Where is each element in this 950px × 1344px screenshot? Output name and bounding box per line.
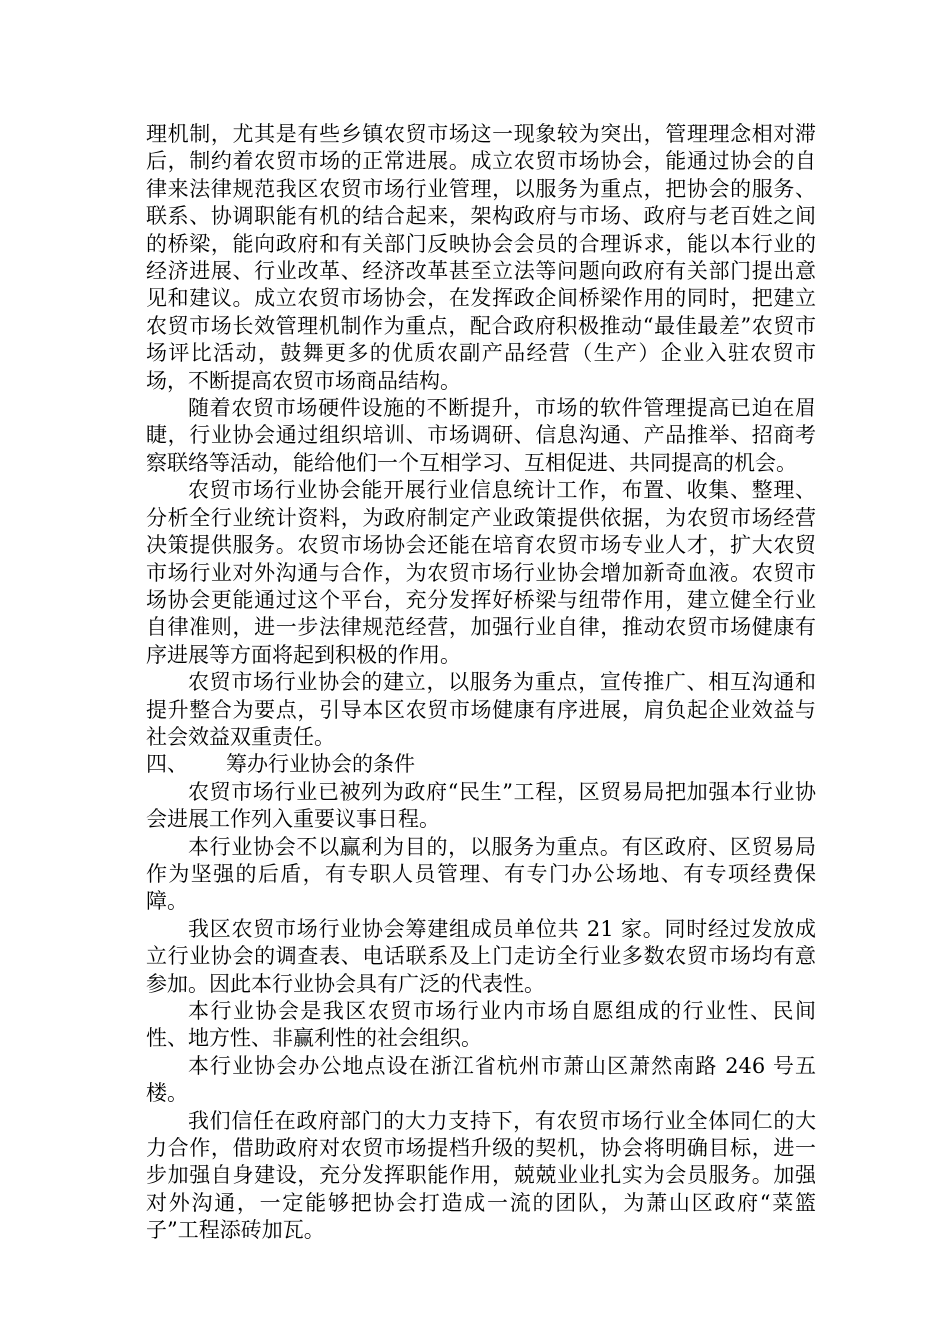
paragraph: 农贸市场行业已被列为政府“民生”工程，区贸易局把加强本行业协会进展工作列入重要议事日程。: [146, 779, 816, 832]
paragraph: 我们信任在政府部门的大力支持下，有农贸市场行业全体同仁的大力合作，借助政府对农贸市场提档升级的契机，协会将明确目标，进一步加强自身建设，充分发挥职能作用，兢兢业业扎实为会员服务。加强对外沟通，一定能够把协会打造成一流的团队，为萧山区政府“菜篮子”工程添砖加瓦。: [146, 1108, 816, 1243]
document-body: [146, 121, 816, 1245]
paragraph: 本行业协会不以赢利为目的，以服务为重点。有区政府、区贸易局作为坚强的后盾，有专职人员管理、有专门办公场地、有专项经费保障。: [146, 834, 816, 914]
paragraph: 本行业协会办公地点设在浙江省杭州市萧山区萧然南路 246 号五楼。: [146, 1053, 816, 1106]
section-number: 四、: [146, 752, 188, 777]
section-title: 筹办行业协会的条件: [226, 752, 415, 777]
paragraph: 我区农贸市场行业协会筹建组成员单位共 21 家。同时经过发放成立行业协会的调查表、电话联系及上门走访全行业多数农贸市场均有意参加。因此本行业协会具有广泛的代表性。: [146, 916, 816, 996]
paragraph: 农贸市场行业协会的建立，以服务为重点，宣传推广、相互沟通和提升整合为要点，引导本区农贸市场健康有序进展，肩负起企业效益与社会效益双重责任。: [146, 670, 816, 749]
paragraph: 本行业协会是我区农贸市场行业内市场自愿组成的行业性、民间性、地方性、非赢利性的社会组织。: [146, 999, 816, 1051]
paragraph: 理机制，尤其是有些乡镇农贸市场这一现象较为突出，管理理念相对滞后，制约着农贸市场的正常进展。成立农贸市场协会，能通过协会的自律来法律规范我区农贸市场行业管理，以服务为重点，把协会的服务、联系、协调职能有机的结合起来，架构政府与市场、政府与老百姓之间的桥梁，能向政府和有关部门反映协会会员的合理诉求，能以本行业的经济进展、行业改革、经济改革甚至立法等问题向政府有关部门提出意见和建议。成立农贸市场协会，在发挥政企间桥梁作用的同时，把建立农贸市场长效管理机制作为重点，配合政府积极推动“最佳最差”农贸市场评比活动，鼓舞更多的优质农副产品经营（生产）企业入驻农贸市场，不断提高农贸市场商品结构。: [146, 122, 816, 393]
paragraph: 农贸市场行业协会能开展行业信息统计工作，布置、收集、整理、分析全行业统计资料，为政府制定产业政策提供依据，为农贸市场经营决策提供服务。农贸市场协会还能在培育农贸市场专业人才，扩大农贸市场行业对外沟通与合作，为农贸市场行业协会增加新奇血液。农贸市场协会更能通过这个平台，充分发挥好桥梁与纽带作用，建立健全行业自律准则，进一步法律规范经营，加强行业自律，推动农贸市场健康有序进展等方面将起到积极的作用。: [146, 478, 816, 667]
paragraph: 随着农贸市场硬件设施的不断提升，市场的软件管理提高已迫在眉睫，行业协会通过组织培训、市场调研、信息沟通、产品推举、招商考察联络等活动，能给他们一个互相学习、互相促进、共同提高的机会。: [146, 396, 816, 475]
section-heading: [146, 751, 816, 778]
